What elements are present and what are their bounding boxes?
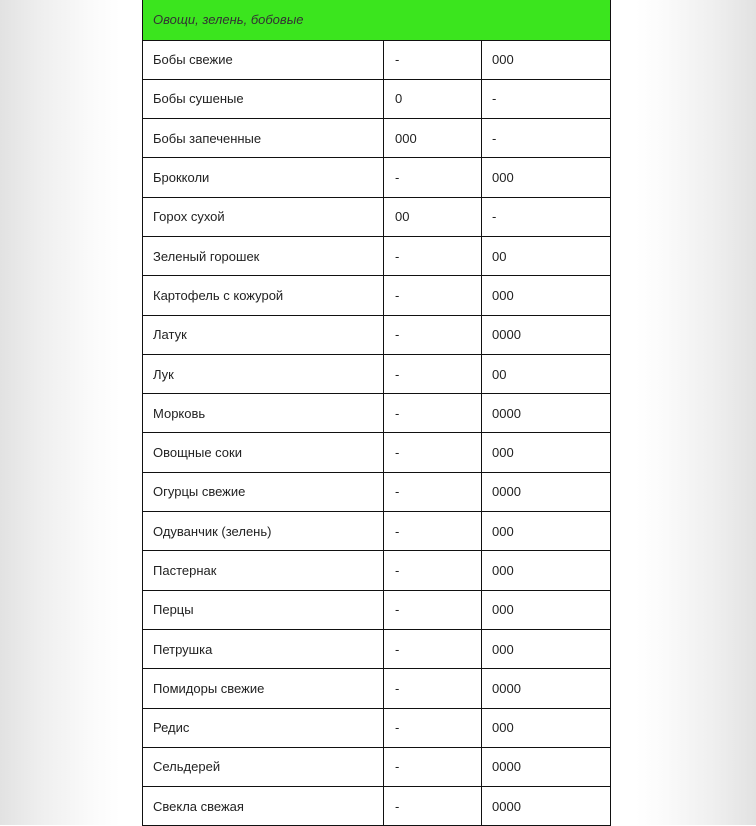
- page-content: [142, 0, 610, 825]
- table-row: [143, 747, 611, 786]
- value-cell-2: 000: [482, 276, 611, 315]
- food-name-cell: Пастернак: [143, 551, 384, 590]
- food-name-cell: Картофель с кожурой: [143, 276, 384, 315]
- value-cell-1: -: [384, 276, 482, 315]
- value-cell-2: 000: [482, 551, 611, 590]
- category-row: [143, 0, 611, 40]
- table-row: [143, 158, 611, 197]
- food-name-cell: Латук: [143, 315, 384, 354]
- value-cell-2: -: [482, 119, 611, 158]
- value-cell-1: -: [384, 158, 482, 197]
- page-side-shadow-left: [0, 0, 120, 825]
- food-name-cell: Помидоры свежие: [143, 669, 384, 708]
- value-cell-1: -: [384, 394, 482, 433]
- value-cell-2: 000: [482, 590, 611, 629]
- category-label: Овощи, зелень, бобовые: [143, 0, 611, 40]
- value-cell-2: 0000: [482, 394, 611, 433]
- food-name-cell: Лук: [143, 354, 384, 393]
- food-name-cell: Бобы запеченные: [143, 119, 384, 158]
- food-name-cell: Брокколи: [143, 158, 384, 197]
- value-cell-2: 000: [482, 708, 611, 747]
- value-cell-2: 0000: [482, 787, 611, 826]
- food-table: [142, 0, 611, 826]
- food-name-cell: Свекла свежая: [143, 787, 384, 826]
- table-row: [143, 40, 611, 79]
- value-cell-1: -: [384, 354, 482, 393]
- table-row: [143, 472, 611, 511]
- food-name-cell: Горох сухой: [143, 197, 384, 236]
- table-row: [143, 394, 611, 433]
- value-cell-1: -: [384, 40, 482, 79]
- table-row: [143, 590, 611, 629]
- table-row: [143, 79, 611, 118]
- food-name-cell: Перцы: [143, 590, 384, 629]
- value-cell-1: -: [384, 708, 482, 747]
- value-cell-2: 000: [482, 40, 611, 79]
- food-name-cell: Сельдерей: [143, 747, 384, 786]
- value-cell-2: 000: [482, 433, 611, 472]
- value-cell-1: 00: [384, 197, 482, 236]
- table-row: [143, 669, 611, 708]
- value-cell-1: -: [384, 787, 482, 826]
- value-cell-2: -: [482, 79, 611, 118]
- table-row: [143, 787, 611, 826]
- value-cell-2: 000: [482, 158, 611, 197]
- value-cell-1: 000: [384, 119, 482, 158]
- value-cell-2: 00: [482, 354, 611, 393]
- food-name-cell: Бобы свежие: [143, 40, 384, 79]
- food-name-cell: Овощные соки: [143, 433, 384, 472]
- value-cell-1: -: [384, 590, 482, 629]
- table-row: [143, 354, 611, 393]
- food-name-cell: Бобы сушеные: [143, 79, 384, 118]
- value-cell-1: -: [384, 236, 482, 275]
- table-row: [143, 276, 611, 315]
- table-row: [143, 197, 611, 236]
- value-cell-2: -: [482, 197, 611, 236]
- food-name-cell: Зеленый горошек: [143, 236, 384, 275]
- table-row: [143, 512, 611, 551]
- table-row: [143, 315, 611, 354]
- value-cell-1: -: [384, 747, 482, 786]
- value-cell-1: 0: [384, 79, 482, 118]
- table-row: [143, 119, 611, 158]
- value-cell-2: 0000: [482, 472, 611, 511]
- value-cell-2: 000: [482, 629, 611, 668]
- value-cell-2: 0000: [482, 315, 611, 354]
- page-side-shadow-right: [636, 0, 756, 825]
- value-cell-1: -: [384, 433, 482, 472]
- food-name-cell: Редис: [143, 708, 384, 747]
- table-row: [143, 551, 611, 590]
- value-cell-2: 000: [482, 512, 611, 551]
- value-cell-1: -: [384, 629, 482, 668]
- value-cell-1: -: [384, 551, 482, 590]
- table-row: [143, 629, 611, 668]
- food-name-cell: Огурцы свежие: [143, 472, 384, 511]
- value-cell-1: -: [384, 472, 482, 511]
- value-cell-1: -: [384, 669, 482, 708]
- value-cell-1: -: [384, 512, 482, 551]
- food-name-cell: Морковь: [143, 394, 384, 433]
- table-row: [143, 708, 611, 747]
- value-cell-2: 0000: [482, 747, 611, 786]
- table-row: [143, 433, 611, 472]
- food-name-cell: Петрушка: [143, 629, 384, 668]
- value-cell-2: 00: [482, 236, 611, 275]
- table-row: [143, 236, 611, 275]
- value-cell-2: 0000: [482, 669, 611, 708]
- food-name-cell: Одуванчик (зелень): [143, 512, 384, 551]
- value-cell-1: -: [384, 315, 482, 354]
